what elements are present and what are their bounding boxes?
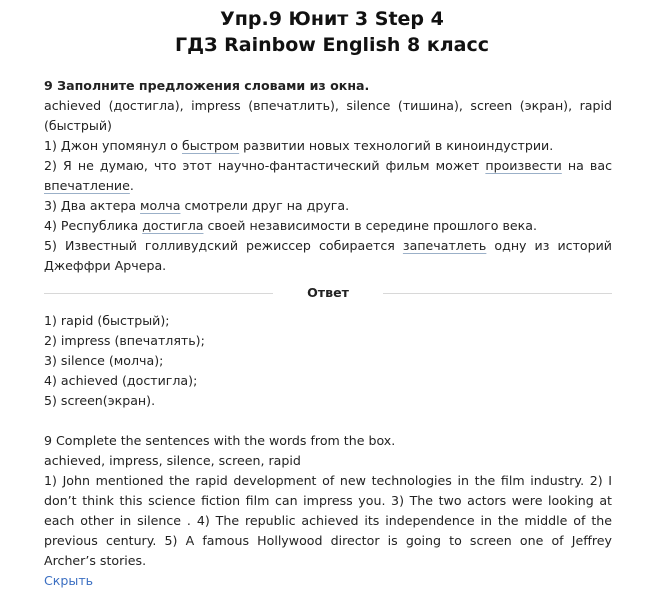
spacer: [44, 411, 612, 431]
answer-item: 5) screen(экран).: [44, 393, 156, 408]
task-en-heading: 9 Complete the sentences with the words from the box.: [44, 433, 396, 448]
task-ru-sentence-4: 4) Республика достигла своей независимости в середине прошлого века.: [44, 218, 537, 233]
divider-line-right: [383, 293, 612, 294]
page-title: [0, 0, 664, 58]
divider-line-left: [44, 293, 273, 294]
task-ru-sentence-5: 5) Известный голливудский режиссер собирается запечатлеть одну из историй Джеффри Арчера.: [44, 238, 612, 273]
hide-link[interactable]: Скрыть: [44, 573, 94, 588]
highlighted-word: запечатлеть: [402, 238, 487, 253]
content: [44, 76, 612, 591]
highlighted-word: впечатление: [44, 178, 130, 193]
highlighted-word: молча: [140, 198, 181, 213]
answer-label: Ответ: [307, 285, 349, 300]
title-line-2: ГДЗ Rainbow English 8 класс: [174, 34, 490, 56]
highlighted-word: достигла: [142, 218, 204, 233]
answer-item: 1) rapid (быстрый);: [44, 313, 170, 328]
task-ru-sentence-3: 3) Два актера молча смотрели друг на друга.: [44, 198, 350, 213]
task-ru-heading: 9 Заполните предложения словами из окна.: [44, 78, 370, 93]
answer-item: 2) impress (впечатлять);: [44, 333, 205, 348]
title-line-1: Упр.9 Юнит 3 Step 4: [220, 8, 444, 30]
task-en-text: 1) John mentioned the rapid development of new technologies in the film industry. 2) I don’t think this science fiction film can impress you. 3) The two actors were looking at each other in silence . 4) The republic achieved its independence in the middle of the previous century. 5) A famous Hollywood director is going to screen one of Jeffrey Archer’s stories.: [44, 473, 612, 568]
answer-list: [44, 311, 612, 411]
task-ru-sentence-1: 1) Джон упомянул о быстром развитии новых технологий в киноиндустрии.: [44, 138, 554, 153]
answer-item: 3) silence (молча);: [44, 353, 164, 368]
task-en-word-box: achieved, impress, silence, screen, rapid: [44, 453, 301, 468]
task-ru-sentence-2: 2) Я не думаю, что этот научно-фантастический фильм может произвести на вас впечатление.: [44, 158, 612, 193]
answer-divider: [44, 283, 612, 303]
answer-item: 4) achieved (достигла);: [44, 373, 198, 388]
task-ru-word-box: achieved (достигла), impress (впечатлить), silence (тишина), screen (экран), rapid (быстрый): [44, 98, 612, 133]
highlighted-word: произвести: [485, 158, 562, 173]
highlighted-word: быстром: [181, 138, 240, 153]
